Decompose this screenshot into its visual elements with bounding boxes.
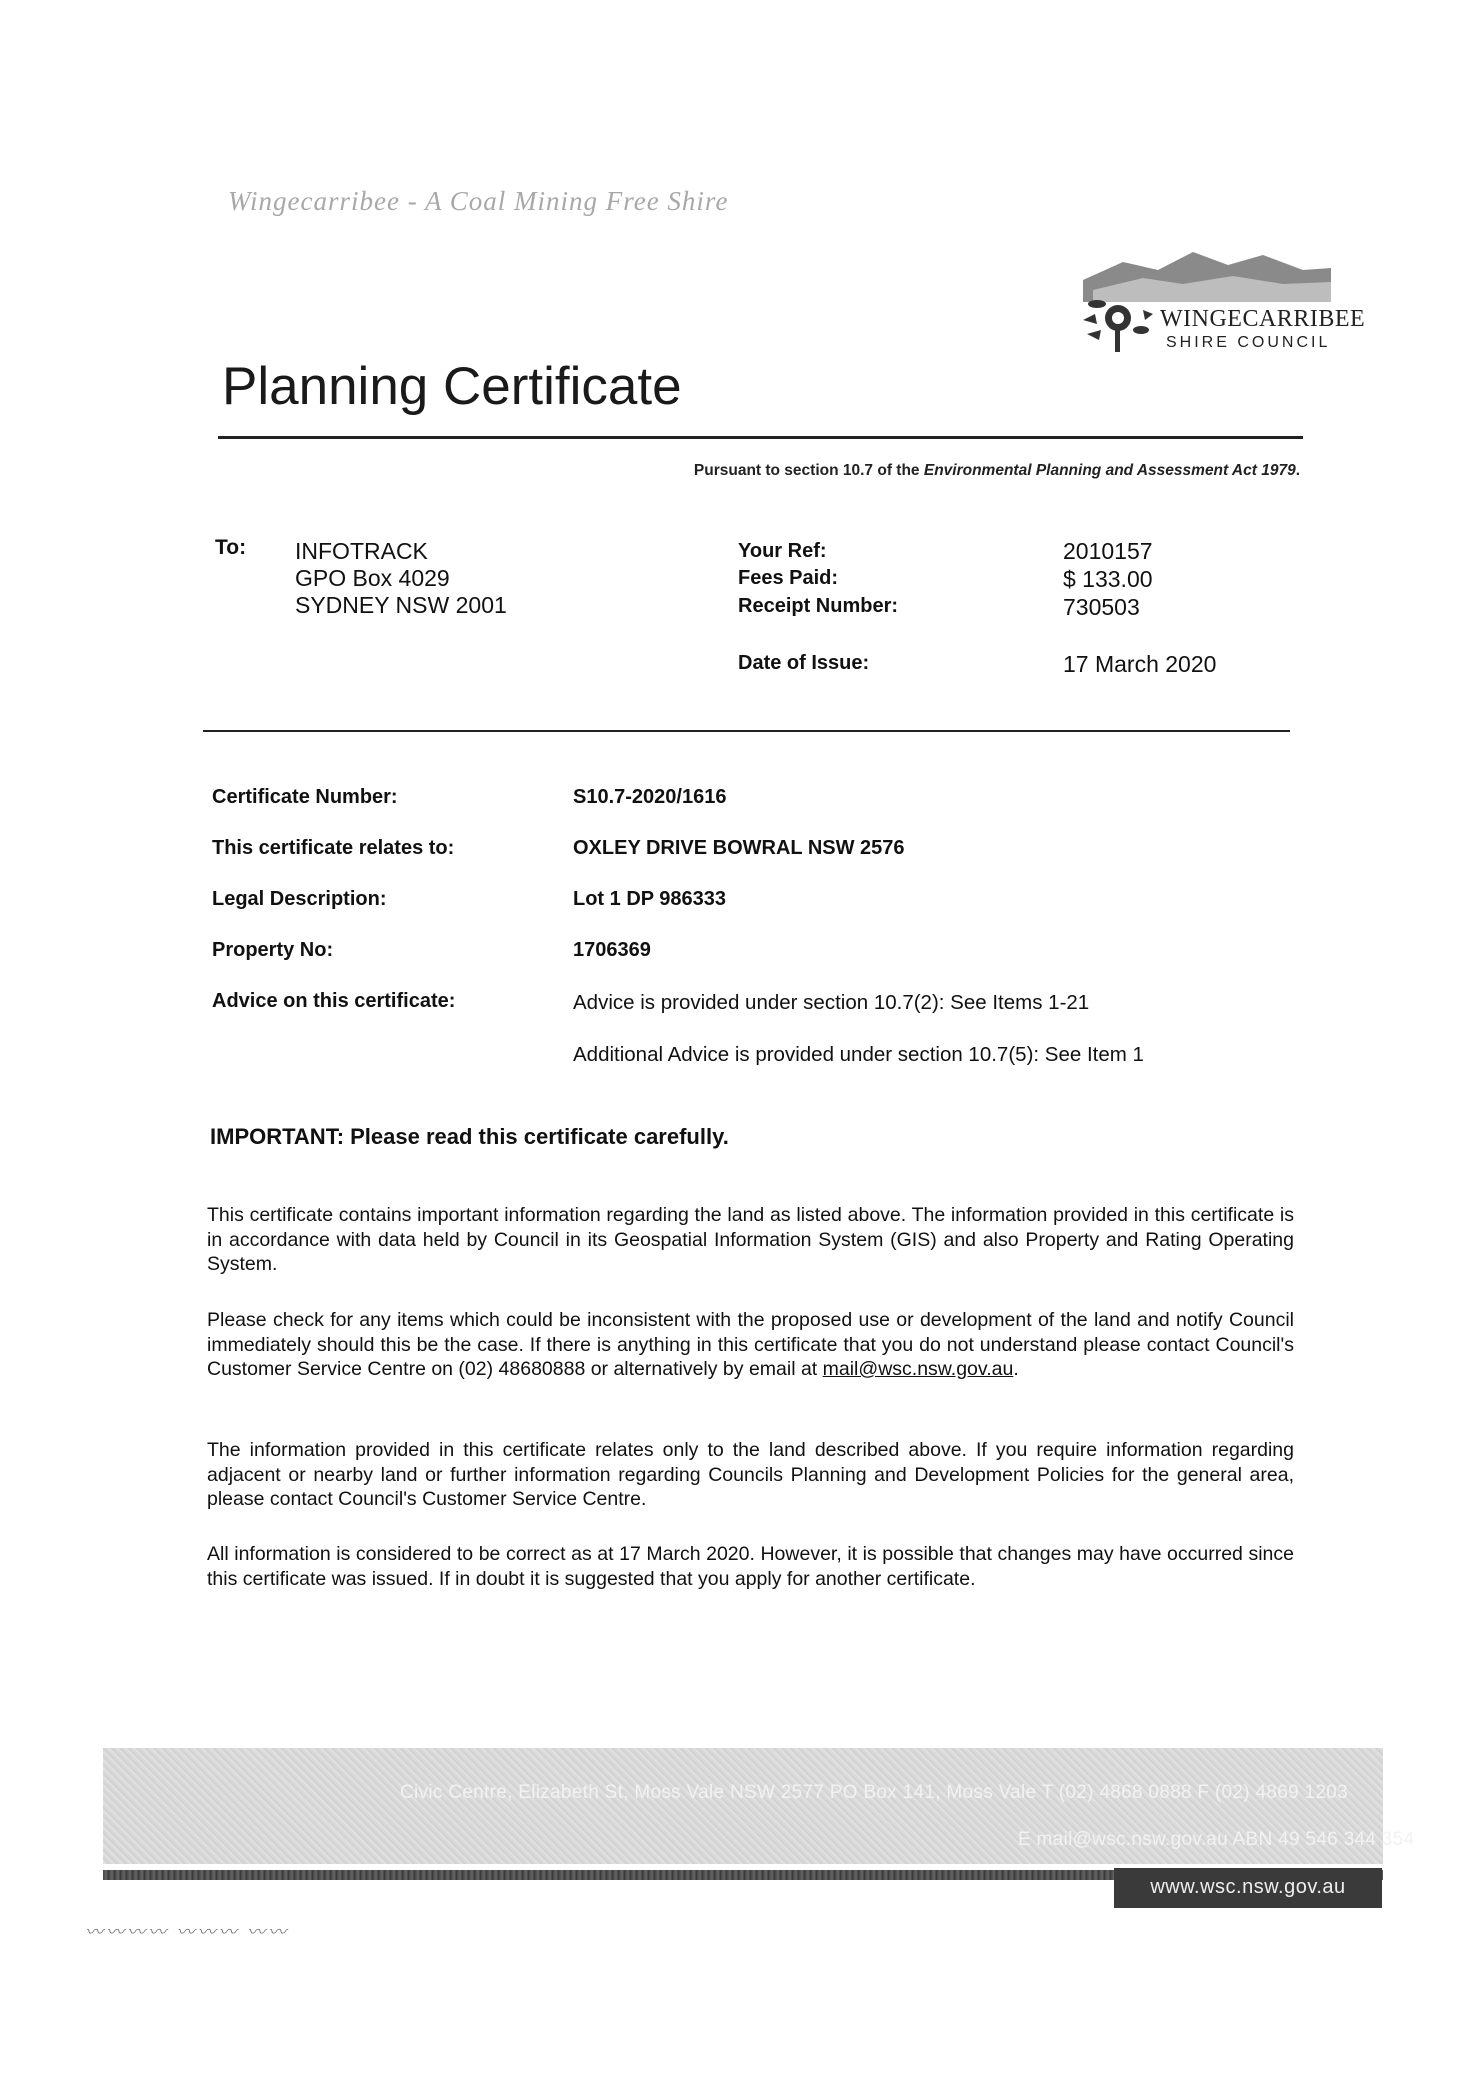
act-name: Environmental Planning and Assessment Act 1979: [923, 462, 1296, 479]
advice-line-2: Additional Advice is provided under section 10.7(5): See Item 1: [573, 1043, 1144, 1066]
relates-to-label: This certificate relates to:: [212, 837, 455, 859]
legal-description-label: Legal Description:: [212, 888, 387, 910]
property-number-label: Property No:: [212, 939, 334, 961]
paragraph-gis-info: This certificate contains important information regarding the land as listed above. The information provided in this certificate is in accordance with data held by Council in its Geospatial Information System (GIS) and also Property and Rating Operating System.: [207, 1204, 1294, 1275]
your-ref-value: 2010157: [1063, 538, 1153, 564]
fees-paid-value: $ 133.00: [1063, 566, 1153, 592]
title-divider: [218, 436, 1303, 439]
to-label: To:: [215, 536, 247, 559]
date-of-issue-value: 17 March 2020: [1063, 651, 1217, 677]
important-notice: IMPORTANT: Please read this certificate carefully.: [210, 1124, 729, 1149]
email-link[interactable]: mail@wsc.nsw.gov.au: [822, 1358, 1014, 1380]
footer-address: Civic Centre, Elizabeth St, Moss Vale NSW 2577 PO Box 141, Moss Vale T (02) 4868 0888 F (02) 4869 1203: [400, 1782, 1348, 1803]
certificate-number-value: S10.7-2020/1616: [573, 786, 727, 808]
legal-description-value: Lot 1 DP 986333: [573, 888, 727, 910]
council-tagline: Wingecarribee - A Coal Mining Free Shire: [228, 186, 729, 216]
pursuant-statement: Pursuant to section 10.7 of the Environmental Planning and Assessment Act 1979.: [693, 462, 1300, 479]
website-link[interactable]: www.wsc.nsw.gov.au: [1150, 1876, 1346, 1898]
advice-label: Advice on this certificate:: [212, 990, 456, 1012]
date-of-issue-label: Date of Issue:: [738, 652, 870, 674]
paragraph-check-items: Please check for any items which could be inconsistent with the proposed use or development of the land and notify Council immediately should this be the case. If there is anything in this certificate that you do not understand please contact Council's Customer Service Centre on (02) 48680888 or alternatively by email at mail@wsc.nsw.gov.au.: [207, 1309, 1294, 1380]
paragraph-land-described: The information provided in this certificate relates only to the land described above. If you require information regarding adjacent or nearby land or further information regarding Councils Planning and Development Policies for the general area, please contact Council's Customer Service Centre.: [207, 1439, 1294, 1510]
logo-council-name: WINGECARRIBEE: [1160, 306, 1366, 332]
addressee-city: SYDNEY NSW 2001: [295, 592, 507, 618]
receipt-number-value: 730503: [1063, 594, 1140, 620]
footer-email: E mail@wsc.nsw.gov.au ABN 49 546 344 354: [1018, 1829, 1415, 1850]
receipt-number-label: Receipt Number:: [738, 595, 899, 617]
relates-to-value: OXLEY DRIVE BOWRAL NSW 2576: [573, 837, 905, 859]
handwritten-mark-icon: 〰〰〰〰 〰〰〰 〰〰: [85, 1922, 289, 1942]
fees-paid-label: Fees Paid:: [738, 567, 839, 589]
addressee-name: INFOTRACK: [295, 538, 428, 564]
logo-council-subtitle: SHIRE COUNCIL: [1166, 334, 1331, 351]
section-divider: [203, 730, 1290, 732]
page-title: Planning Certificate: [222, 357, 682, 416]
advice-line-1: Advice is provided under section 10.7(2): See Items 1-21: [573, 991, 1090, 1014]
property-number-value: 1706369: [573, 939, 651, 961]
your-ref-label: Your Ref:: [738, 540, 827, 562]
paragraph-correct-as-at: All information is considered to be correct as at 17 March 2020. However, it is possible that changes may have occurred since this certificate was issued. If in doubt it is suggested that you apply for another certificate.: [207, 1543, 1294, 1590]
addressee-po-box: GPO Box 4029: [295, 565, 450, 591]
certificate-number-label: Certificate Number:: [212, 786, 398, 808]
